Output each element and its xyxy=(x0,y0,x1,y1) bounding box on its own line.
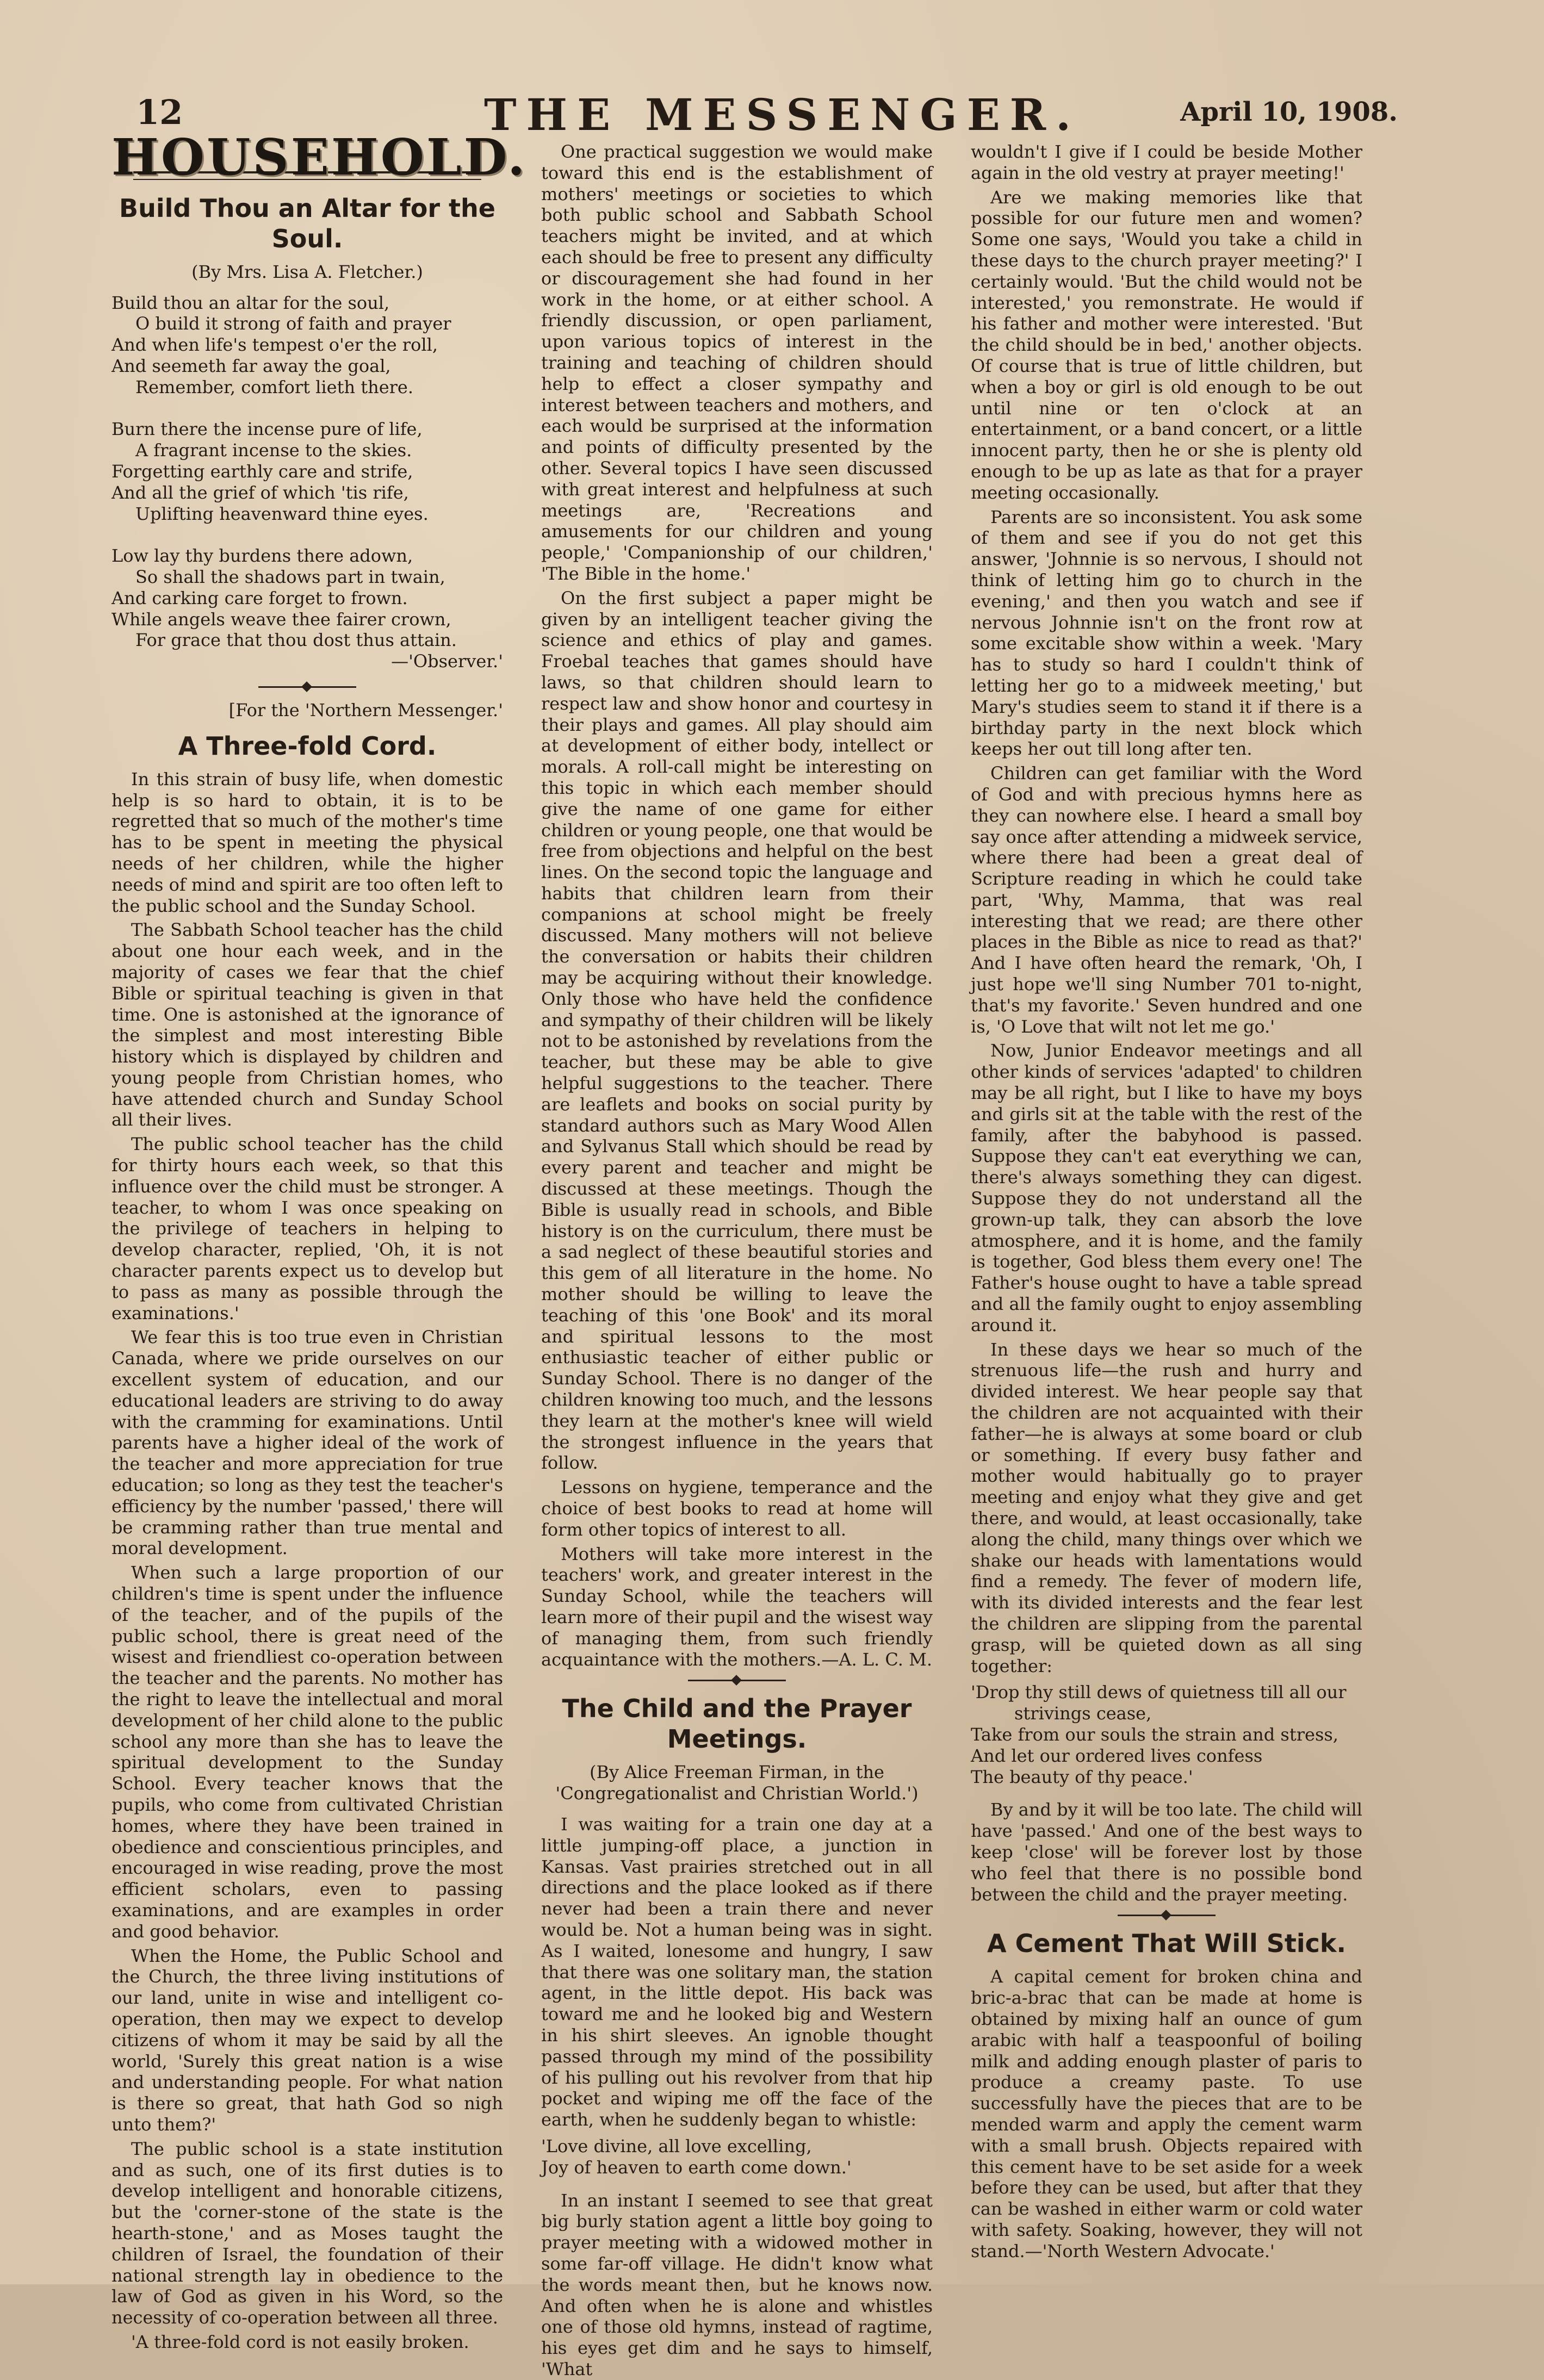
source-note: [For the 'Northern Messenger.' xyxy=(228,699,503,720)
paragraph: On the first subject a paper might be given by an intelligent teacher giving the science and ethics of play and games. Froebal teaches that games should have laws, so that children should learn to respect law and show honor and courtesy in their plays and games. All play should aim at development of either body, intellect or morals. A roll-call might be interesting on this topic in which each member should give the name of one game for either children or young people, one that would be free from objections and helpful on the best lines. On the second topic the language and habits that children learn from their companions at school might be freely discussed. Many mothers will not believe the conversation or habits their children may be acquiring without their knowledge. Only those who have held the confidence and sympathy of their children will be likely not to be astonished by revelations from the teacher, but these may be able to give helpful suggestions to the teacher. There are leaflets and books on social purity by standard authors such as Mary Wood Allen and Sylvanus Stall which should be read by every parent and teacher and might be discussed at these meetings. Though the Bible is usually read in schools, and Bible history is on the curriculum, there must be a sad neglect of these beautiful stories and this gem of all literature in the home. No mother should be willing to leave the teaching of this 'one Book' and its moral and spiritual lessons to the most enthusiastic teacher of either public or Sunday School. There is no danger of the children knowing too much, and the lessons they learn at the mother's knee will wield the strongest influence in the years that follow. xyxy=(541,587,933,1474)
poem-line: A fragrant incense to the skies. xyxy=(135,440,412,461)
poem-line: Uplifting heavenward thine eyes. xyxy=(135,503,429,524)
poem-line: And seemeth far away the goal, xyxy=(111,355,391,376)
quote-line: 'Love divine, all love excelling, xyxy=(541,2135,812,2157)
poem-title: Build Thou an Altar for the Soul. xyxy=(119,193,495,253)
column-1 xyxy=(111,128,528,2352)
paragraph: The Sabbath School teacher has the child about one hour each week, and in the majority of cases we fear that the chief Bible or spiritual teaching is given in that time. One is astonished at the ignorance of the simplest and most interesting Bible history which is displayed by children and young people from Christian homes, who have attended church and Sunday School all their lives. xyxy=(111,919,503,1130)
paragraph: Children can get familiar with the Word of God and with precious hymns here as they can nowhere else. I heard a small boy say once after attending a midweek service, where there had been a great deal of Scripture reading in which he could take part, 'Why, Mamma, that was real interesting that we read; are there other places in the Bible as nice to read as that?' And I have often heard the remark, 'Oh, I just hope we'll sing Number 701 to-night, that's my favorite.' Seven hundred and one is, 'O Love that wilt not let me go.' xyxy=(971,763,1362,1037)
section-separator xyxy=(1118,1915,1216,1916)
masthead: THE MESSENGER. xyxy=(484,89,1081,140)
paragraph: A capital cement for broken china and bric-a-brac that can be made at home is obtained by mixing half an ounce of gum arabic with half a teaspoonful of boiling milk and adding enough plaster of paris to produce a creamy paste. To use successfully have the pieces that are to be mended warm and apply the cement warm with a small brush. Objects repaired with this cement have to be set aside for a week before they can be used, but after that they can be washed in either warm or cold water with safety. Soaking, however, they will not stand.—'North Western Advocate.' xyxy=(971,1966,1362,2261)
paragraph: We fear this is too true even in Christian Canada, where we pride ourselves on our excellent system of education, and our educational leaders are striving to do away with the cramming for examinations. Until parents have a higher ideal of the work of the teacher and more appreciation for true education; so long as they test the teacher's efficiency by the number 'passed,' there will be cramming rather than true mental and moral development. xyxy=(111,1327,503,1559)
poem-line: Forgetting earthly care and strife, xyxy=(111,461,413,482)
poem-line: And carking care forget to frown. xyxy=(111,587,408,608)
paragraph: wouldn't I give if I could be beside Mother again in the old vestry at prayer meeting!' xyxy=(971,141,1362,183)
paragraph: When the Home, the Public School and the Church, the three living institutions of our land, unite in wise and intelligent co-operation, then may we expect to develop citizens of whom it may be said by all the world, 'Surely this great nation is a wise and understanding people. For what nation is there so great, that hath God so nigh unto them?' xyxy=(111,1945,503,2135)
poem-line: And all the grief of which 'tis rife, xyxy=(111,482,409,503)
paragraph: When such a large proportion of our children's time is spent under the influence of the teacher, and of the pupils of the public school, there is great need of the wisest and friendliest co-operation between the teacher and the parents. No mother has the right to leave the intellectual and moral development of her child alone to the public school any more than she has to leave the spiritual development to the Sunday School. Every teacher knows that the pupils, who come from cultivated Christian homes, where they have been trained in obedience and conscientious principles, and encouraged in wise reading, prove the most efficient scholars, even to passing examinations, and are examples in order and good behavior. xyxy=(111,1562,503,1942)
department-heading: HOUSEHOLD. xyxy=(111,128,528,187)
section-separator xyxy=(258,686,356,688)
article-title: A Three-fold Cord. xyxy=(178,731,437,761)
paragraph: In an instant I seemed to see that great big burly station agent a little boy going to prayer meeting with a widowed mother in some far-off village. He didn't know what the words meant then, but he knows now. And often when he is alone and whistles one of those old hymns, instead of ragtime, his eyes get dim and he says to himself, 'What xyxy=(541,2190,933,2379)
quote-line: The beauty of thy peace.' xyxy=(971,1766,1193,1787)
paragraph: Now, Junior Endeavor meetings and all other kinds of services 'adapted' to children may be all right, but I like to have my boys and girls sit at the table with the rest of the family, after the babyhood is passed. Suppose they can't eat everything we can, there's always something they can digest. Suppose they do not understand all the grown-up talk, they can absorb the love atmosphere, and it is home, and the family is together, God bless them every one! The Father's house ought to have a table spread and all the family ought to enjoy assembling around it. xyxy=(971,1040,1362,1335)
paragraph: Lessons on hygiene, temperance and the choice of best books to read at home will form other topics of interest to all. xyxy=(541,1477,933,1540)
quote-line: strivings cease, xyxy=(1014,1703,1152,1724)
paragraph: By and by it will be too late. The child will have 'passed.' And one of the best ways to keep 'close' will be forever lost by those who feel that there is no possible bond between the child and the prayer meeting. xyxy=(971,1799,1362,1905)
poem-line: For grace that thou dost thus attain. xyxy=(135,630,457,651)
poem xyxy=(111,293,503,672)
column-2 xyxy=(541,141,933,2379)
page-number: 12 xyxy=(136,92,183,132)
hymn-quote xyxy=(541,2136,933,2178)
quote-line: And let our ordered lives confess xyxy=(971,1745,1263,1766)
paragraph: Are we making memories like that possible for our future men and women? Some one says, 'Would you take a child in these days to the church prayer meeting?' I certainly would. 'But the child would not be interested,' you remonstrate. He would if his father and mother were interested. 'But the child should be in bed,' another objects. Of course that is true of little children, but when a boy or girl is old enough to be out until nine or ten o'clock at an entertainment, or a band concert, or a little innocent party, then he or she is plenty old enough to be up as late as that for a prayer meeting occasionally. xyxy=(971,187,1362,503)
quote-line: Take from our souls the strain and stress, xyxy=(971,1724,1338,1745)
poem-line: So shall the shadows part in twain, xyxy=(135,566,445,587)
poem-line: Burn there the incense pure of life, xyxy=(111,419,423,440)
poem-attribution: —'Observer.' xyxy=(391,651,503,672)
column-3 xyxy=(971,141,1362,2261)
quote-line: 'Drop thy still dews of quietness till all our xyxy=(971,1682,1347,1703)
article-title: A Cement That Will Stick. xyxy=(987,1929,1346,1959)
poem-line: While angels weave thee fairer crown, xyxy=(111,608,451,630)
section-separator xyxy=(688,1680,786,1681)
poem-stanza-break xyxy=(111,398,503,419)
article-title: The Child and the Prayer Meetings. xyxy=(562,1694,912,1754)
poem-byline: (By Mrs. Lisa A. Fletcher.) xyxy=(191,261,423,282)
paragraph: Mothers will take more interest in the teachers' work, and greater interest in the Sunday School, while the teachers will learn more of their pupil and the wisest way of managing them, from such friendly acquaintance with the mothers.—A. L. C. M. xyxy=(541,1543,933,1670)
paragraph: The public school is a state institution and as such, one of its first duties is to develop intelligent and honorable citizens, but the 'corner-stone of the state is the hearth-stone,' and as Moses taught the children of Israel, the foundation of their national strength lay in obedience to the law of God as given in his Word, so the necessity of co-operation between all three. xyxy=(111,2138,503,2328)
paragraph: In this strain of busy life, when domestic help is so hard to obtain, it is to be regretted that so much of the mother's time has to be spent in meeting the physical needs of her children, while the higher needs of mind and spirit are too often left to the public school and the Sunday School. xyxy=(111,768,503,916)
poem-line: Remember, comfort lieth there. xyxy=(135,376,414,397)
paragraph: I was waiting for a train one day at a little jumping-off place, a junction in Kansas. Vast prairies stretched out in all directions and the place looked as if there never had been a train there and never would be. Not a human being was in sight. As I waited, lonesome and hungry, I saw that there was one solitary man, the station agent, in the little depot. His back was toward me and he looked big and Western in his shirt sleeves. An ignoble thought passed through my mind of the possibility of his pulling out his revolver from that hip pocket and wiping me off the face of the earth, when he suddenly began to whistle: xyxy=(541,1813,933,2130)
quote-line: Joy of heaven to earth come down.' xyxy=(541,2157,852,2178)
hymn-quote xyxy=(971,1682,1362,1787)
paragraph: In these days we hear so much of the strenuous life—the rush and hurry and divided interest. We hear people say that the children are not acquainted with their father—he is always at some board or club or something. If every busy father and mother would habitually go to prayer meeting and enjoy what they give and get there, and would, at least occasionally, take along the child, many things over which we shake our heads with lamentations would find a remedy. The fever of modern life, with its divided interests and the fear lest the children are slipping from the parental grasp, will be quieted down as all sing together: xyxy=(971,1339,1362,1676)
poem-line: Low lay thy burdens there adown, xyxy=(111,545,413,567)
issue-date: April 10, 1908. xyxy=(1180,97,1398,127)
paragraph: The public school teacher has the child for thirty hours each week, so that this influence over the child must be stronger. A teacher, to whom I was once speaking on the privilege of teachers in helping to develop character, replied, 'Oh, it is not character parents expect us to develop but to pass as many as possible through the examinations.' xyxy=(111,1134,503,1323)
poem-stanza-break xyxy=(111,524,503,545)
article-byline: (By Alice Freeman Firman, in the 'Congregationalist and Christian World.') xyxy=(555,1762,919,1804)
poem-line: Build thou an altar for the soul, xyxy=(111,292,390,313)
paragraph: One practical suggestion we would make toward this end is the establishment of mothers' meetings or societies to which both public school and Sabbath School teachers might be invited, and at which each should be free to present any difficulty or discouragement she had found in her work in the home, or at either school. A friendly discussion, or open parliament, upon various topics of interest in the training and teaching of children should help to effect a closer sympathy and interest between teachers and mothers, and each would be surprised at the information and points of difficulty presented by the other. Several topics I have seen discussed with great interest and helpfulness at such meetings are, 'Recreations and amusements for our children and young people,' 'Companionship of our children,' 'The Bible in the home.' xyxy=(541,141,933,584)
poem-line: O build it strong of faith and prayer xyxy=(135,313,451,334)
paragraph: 'A three-fold cord is not easily broken. xyxy=(131,2331,469,2352)
paragraph: Parents are so inconsistent. You ask some of them and see if you do not get this answer, 'Johnnie is so nervous, I should not think of letting him go to church in the evening,' and then you watch and see if nervous Johnnie isn't on the front row at some excitable show within a week. 'Mary has to study so hard I couldn't think of letting her go to a midweek meeting,' but Mary's studies seem to stand it if there is a birthday party in the next block which keeps her out till long after ten. xyxy=(971,506,1362,760)
poem-line: And when life's tempest o'er the roll, xyxy=(111,334,438,356)
